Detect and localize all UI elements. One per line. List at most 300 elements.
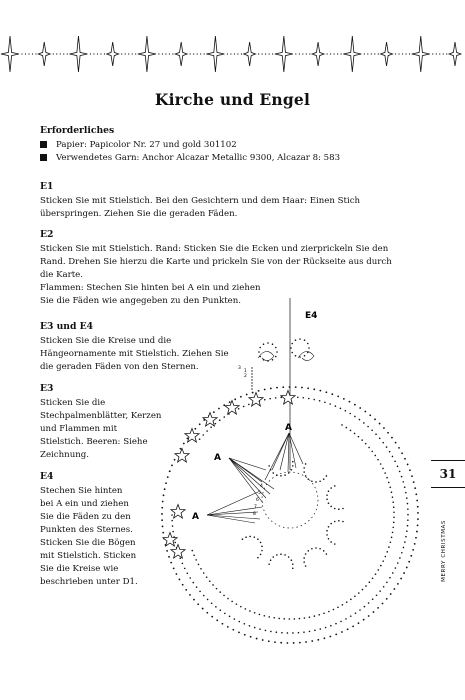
pricking-dot bbox=[215, 606, 217, 608]
pricking-dot bbox=[284, 554, 286, 556]
five-point-star-icon bbox=[171, 545, 185, 559]
pricking-dot bbox=[199, 591, 201, 593]
pricking-dot bbox=[301, 387, 303, 389]
pricking-dot bbox=[236, 603, 238, 605]
pricking-dot bbox=[305, 565, 307, 567]
pricking-dot bbox=[328, 611, 330, 613]
pricking-dot bbox=[398, 447, 400, 449]
pricking-dot bbox=[399, 471, 401, 473]
pricking-dot bbox=[314, 630, 316, 632]
pricking-dot bbox=[333, 609, 335, 611]
pricking-dot bbox=[303, 557, 305, 559]
pricking-dot bbox=[334, 485, 336, 487]
pricking-dot bbox=[326, 553, 328, 555]
pricking-dot bbox=[206, 612, 208, 614]
pricking-dot bbox=[402, 481, 404, 483]
pricking-dot bbox=[386, 582, 388, 584]
pricking-dot bbox=[254, 612, 256, 614]
pricking-dot bbox=[189, 594, 191, 596]
pricking-dot bbox=[293, 642, 295, 644]
pricking-dot bbox=[303, 471, 305, 473]
pricking-dot bbox=[329, 636, 331, 638]
pricking-dot bbox=[168, 556, 170, 558]
pricking-dot bbox=[165, 482, 167, 484]
pricking-dot bbox=[414, 487, 416, 489]
pricking-dot bbox=[299, 338, 301, 340]
pricking-dot bbox=[355, 612, 357, 614]
pricking-dot bbox=[166, 550, 168, 552]
pricking-dot bbox=[411, 475, 413, 477]
pricking-dot bbox=[361, 439, 363, 441]
pricking-dot bbox=[330, 625, 332, 627]
pricking-dot bbox=[392, 501, 394, 503]
pricking-dot bbox=[323, 550, 325, 552]
pricking-dot bbox=[183, 443, 185, 445]
pricking-dot bbox=[284, 474, 286, 476]
pricking-dot bbox=[259, 347, 261, 349]
pricking-dot bbox=[397, 562, 399, 564]
pricking-dot bbox=[341, 424, 343, 426]
stitch-number: 2 bbox=[244, 374, 247, 379]
pricking-dot bbox=[417, 524, 419, 526]
pricking-dot bbox=[368, 602, 370, 604]
pricking-dot bbox=[347, 628, 349, 630]
pricking-dot bbox=[229, 616, 231, 618]
pricking-dot bbox=[315, 481, 317, 483]
section-text-line: Sticken Sie die Bögen bbox=[40, 538, 136, 548]
pricking-dot bbox=[303, 467, 305, 469]
pricking-dot bbox=[224, 613, 226, 615]
pricking-dot bbox=[407, 514, 409, 516]
pricking-dot bbox=[408, 561, 410, 563]
pricking-dot bbox=[162, 501, 164, 503]
pricking-dot bbox=[264, 615, 266, 617]
pricking-dot bbox=[281, 632, 283, 634]
pricking-dot bbox=[365, 443, 367, 445]
five-point-star-icon bbox=[185, 429, 199, 443]
stitch-number: 8 bbox=[253, 512, 256, 517]
point-label-a: A bbox=[214, 453, 221, 463]
pricking-dot bbox=[331, 393, 333, 395]
pricking-dot bbox=[305, 475, 307, 477]
pricking-dot bbox=[340, 621, 342, 623]
section-text-line: beschrieben unter D1. bbox=[40, 577, 138, 587]
pricking-dot bbox=[308, 347, 310, 349]
requirements-item: Verwendetes Garn: Anchor Alcazar Metallic 9300, Alcazar 8: 583 bbox=[40, 152, 340, 165]
five-point-star-icon bbox=[249, 393, 263, 407]
pricking-dot bbox=[223, 416, 225, 418]
pricking-dot bbox=[251, 388, 252, 389]
pricking-dot bbox=[328, 490, 330, 492]
pricking-dot bbox=[358, 436, 360, 438]
stitch-numbers bbox=[238, 365, 263, 517]
pricking-dot bbox=[338, 508, 340, 510]
pricking-dot bbox=[346, 427, 348, 429]
pricking-dot bbox=[243, 406, 245, 408]
section-text-line: Sticken Sie mit Stielstich. Bei den Gesichtern und dem Haar: Einen Stich bbox=[40, 196, 361, 206]
pricking-dot bbox=[379, 438, 381, 440]
pricking-dot bbox=[342, 604, 344, 606]
pricking-dot bbox=[261, 546, 263, 548]
section-heading: E4 bbox=[40, 471, 54, 482]
pricking-dot bbox=[251, 379, 252, 380]
pricking-dot bbox=[328, 538, 330, 540]
pricking-dot bbox=[258, 351, 260, 353]
pricking-dot bbox=[330, 541, 332, 543]
pricking-dot bbox=[289, 618, 291, 620]
pricking-dot bbox=[326, 534, 328, 536]
section-text-line: Sie die Fäden wie angegeben zu den Punkten. bbox=[40, 296, 241, 306]
section-text-line: Zeichnung. bbox=[40, 450, 89, 460]
pricking-dot bbox=[280, 553, 282, 555]
pricking-dot bbox=[244, 623, 246, 625]
pricking-dot bbox=[278, 618, 280, 620]
pricking-dot bbox=[334, 508, 336, 510]
pricking-dot bbox=[170, 562, 172, 564]
pricking-dot bbox=[376, 594, 378, 596]
pricking-dot bbox=[328, 502, 330, 504]
pricking-dot bbox=[283, 618, 285, 620]
pricking-dot bbox=[388, 482, 390, 484]
pricking-dot bbox=[171, 520, 173, 522]
pricking-dot bbox=[251, 376, 252, 377]
pricking-dot bbox=[179, 579, 181, 581]
pricking-dot bbox=[399, 557, 401, 559]
pricking-dot bbox=[196, 586, 198, 588]
section-text-line: Stechpalmenblätter, Kerzen bbox=[40, 411, 162, 421]
pricking-dot bbox=[308, 398, 310, 400]
page-title: Kirche und Engel bbox=[154, 90, 311, 109]
pricking-dot bbox=[272, 472, 274, 474]
pricking-dot bbox=[211, 616, 213, 618]
pricking-dot bbox=[386, 446, 388, 448]
section-heading: E2 bbox=[40, 229, 54, 240]
pricking-dot bbox=[315, 547, 317, 549]
pricking-dot bbox=[216, 619, 218, 621]
pricking-dot bbox=[335, 405, 337, 407]
pricking-dot bbox=[216, 588, 218, 590]
pricking-dot bbox=[302, 397, 304, 399]
pricking-dot bbox=[309, 616, 311, 618]
pricking-dot bbox=[374, 418, 376, 420]
five-point-star-icon bbox=[171, 505, 185, 519]
pricking-dot bbox=[222, 623, 224, 625]
pricking-dot bbox=[275, 347, 277, 349]
pricking-dot bbox=[407, 503, 409, 505]
pricking-dot bbox=[303, 631, 305, 633]
pricking-dot bbox=[250, 636, 252, 638]
pricking-dot bbox=[365, 585, 367, 587]
pricking-dot bbox=[195, 559, 197, 561]
pricking-dot bbox=[238, 621, 240, 623]
pricking-dot bbox=[268, 465, 270, 467]
pricking-dot bbox=[394, 461, 396, 463]
pricking-dot bbox=[294, 618, 296, 620]
pricking-dot bbox=[184, 568, 186, 570]
pricking-dot bbox=[326, 475, 328, 477]
pricking-dot bbox=[364, 606, 366, 608]
pricking-dot bbox=[307, 343, 309, 345]
pricking-dot bbox=[335, 633, 337, 635]
pricking-dot bbox=[298, 632, 300, 634]
section-text-line: bei A ein und ziehen bbox=[40, 499, 129, 509]
pricking-dot bbox=[305, 553, 307, 555]
pricking-dot bbox=[368, 447, 370, 449]
pricking-dot bbox=[406, 567, 408, 569]
pricking-dot bbox=[354, 404, 356, 406]
pricking-dot bbox=[358, 592, 360, 594]
pricking-dot bbox=[372, 598, 374, 600]
pricking-dot bbox=[259, 614, 261, 616]
pricking-dot bbox=[313, 399, 315, 401]
pricking-dot bbox=[382, 603, 384, 605]
pricking-dot bbox=[275, 356, 277, 358]
pricking-dot bbox=[249, 610, 251, 612]
pricking-dot bbox=[223, 595, 225, 597]
pricking-dot bbox=[401, 552, 403, 554]
pricking-dot bbox=[240, 606, 242, 608]
pricking-dot bbox=[323, 478, 325, 480]
pricking-dot bbox=[393, 511, 395, 513]
pricking-dot bbox=[386, 477, 388, 479]
section-text-line: Sie die Fäden zu den bbox=[40, 512, 131, 522]
pricking-dot bbox=[189, 577, 191, 579]
pricking-dot bbox=[292, 563, 294, 565]
pricking-dot bbox=[325, 627, 327, 629]
pricking-dot bbox=[342, 521, 344, 523]
section-text-line: Stechen Sie hinten bbox=[40, 486, 123, 496]
section-text-line: Flammen: Stechen Sie hinten bei A ein und ziehen bbox=[40, 283, 261, 293]
pricking-dot bbox=[295, 386, 297, 388]
pricking-dot bbox=[311, 480, 313, 482]
pricking-dot bbox=[276, 631, 278, 633]
pricking-dot bbox=[173, 567, 175, 569]
pricking-dot bbox=[309, 631, 311, 633]
pricking-dot bbox=[304, 617, 306, 619]
pricking-dot bbox=[249, 625, 251, 627]
pricking-dot bbox=[350, 615, 352, 617]
pricking-dot bbox=[345, 410, 347, 412]
section-text-line: Stielstich. Beeren: Siehe bbox=[40, 437, 148, 447]
pricking-dot bbox=[268, 563, 270, 565]
pricking-dot bbox=[229, 401, 231, 403]
point-label-a: A bbox=[192, 512, 199, 522]
pricking-dot bbox=[299, 618, 301, 620]
section-text-line: Punkten des Sternes. bbox=[40, 525, 133, 535]
pricking-dot bbox=[185, 589, 187, 591]
pricking-dot bbox=[364, 411, 366, 413]
pricking-dot bbox=[379, 590, 381, 592]
pricking-dot bbox=[311, 548, 313, 550]
pricking-dot bbox=[343, 398, 345, 400]
pricking-dot bbox=[219, 419, 221, 421]
pricking-dot bbox=[349, 413, 351, 415]
pricking-dot bbox=[318, 614, 320, 616]
pricking-dot bbox=[203, 572, 205, 574]
pricking-dot bbox=[202, 608, 204, 610]
pricking-dot bbox=[206, 576, 208, 578]
pricking-dot bbox=[307, 478, 309, 480]
pricking-dot bbox=[215, 423, 217, 425]
pricking-dot bbox=[262, 639, 264, 641]
pricking-dot bbox=[174, 542, 176, 544]
pricking-dot bbox=[342, 508, 344, 510]
pricking-dot bbox=[392, 527, 394, 529]
requirements-item: Papier: Papicolor Nr. 27 und gold 301102 bbox=[40, 139, 340, 152]
page-number: 31 bbox=[431, 460, 465, 488]
pricking-dot bbox=[192, 582, 194, 584]
five-point-star-icon bbox=[175, 449, 189, 463]
pricking-dot bbox=[412, 549, 414, 551]
pricking-dot bbox=[260, 554, 262, 556]
pricking-dot bbox=[317, 639, 319, 641]
pricking-dot bbox=[405, 536, 407, 538]
pricking-dot bbox=[387, 432, 389, 434]
pricking-dot bbox=[238, 408, 240, 410]
pricking-dot bbox=[162, 526, 164, 528]
pricking-dot bbox=[391, 537, 393, 539]
pricking-dot bbox=[407, 508, 409, 510]
pricking-dot bbox=[167, 476, 169, 478]
pricking-dot bbox=[164, 488, 166, 490]
stitch-number: 3 bbox=[238, 366, 241, 371]
pricking-dot bbox=[291, 469, 293, 471]
pricking-dot bbox=[414, 543, 416, 545]
pricking-dot bbox=[257, 538, 259, 540]
pricking-dot bbox=[417, 518, 419, 520]
pricking-dot bbox=[415, 537, 417, 539]
pricking-dot bbox=[389, 451, 391, 453]
pricking-dot bbox=[172, 525, 174, 527]
pricking-dot bbox=[393, 522, 395, 524]
pricking-dot bbox=[307, 387, 309, 389]
pricking-dot bbox=[268, 640, 270, 642]
pricking-dot bbox=[263, 343, 265, 345]
pricking-dot bbox=[416, 531, 418, 533]
pricking-dot bbox=[182, 584, 184, 586]
pricking-dot bbox=[246, 394, 248, 396]
pricking-dot bbox=[289, 386, 291, 388]
pricking-dot bbox=[295, 339, 297, 341]
pricking-dot bbox=[291, 343, 293, 345]
pricking-dot bbox=[180, 448, 182, 450]
section-text-line: Rand. Drehen Sie hierzu die Karte und prickeln Sie von der Rückseite aus durch bbox=[40, 257, 392, 267]
pricking-dot bbox=[200, 568, 202, 570]
pricking-dot bbox=[403, 547, 405, 549]
pricking-dot bbox=[382, 442, 384, 444]
pricking-dot bbox=[304, 355, 306, 357]
inner-circle-dots bbox=[262, 472, 318, 528]
section-text-line: Sticken Sie die Kreise und die bbox=[40, 336, 172, 346]
pricking-dot bbox=[394, 588, 396, 590]
figure-label-e4: E4 bbox=[305, 311, 318, 321]
section-heading: E3 und E4 bbox=[40, 321, 93, 332]
pricking-dot bbox=[272, 343, 274, 345]
pricking-dot bbox=[330, 506, 332, 508]
pricking-dot bbox=[392, 456, 394, 458]
pricking-dot bbox=[288, 556, 290, 558]
pricking-dot bbox=[319, 400, 321, 402]
pricking-dot bbox=[199, 423, 201, 425]
pricking-dot bbox=[377, 569, 379, 571]
pricking-dot bbox=[161, 519, 163, 521]
pricking-dot bbox=[415, 493, 417, 495]
stitch-number: 7 bbox=[254, 505, 257, 510]
point-label-a: A bbox=[285, 423, 292, 433]
pricking-dot bbox=[319, 480, 321, 482]
pricking-dot bbox=[251, 373, 252, 374]
five-point-star-icon bbox=[163, 533, 177, 547]
pricking-dot bbox=[392, 532, 394, 534]
pricking-dot bbox=[193, 554, 195, 556]
pricking-dot bbox=[238, 631, 240, 633]
pricking-dot bbox=[390, 593, 392, 595]
pricking-dot bbox=[389, 487, 391, 489]
section-text-line: überspringen. Ziehen Sie die geraden Fäden. bbox=[40, 209, 238, 219]
pricking-dot bbox=[401, 476, 403, 478]
pricking-dot bbox=[397, 583, 399, 585]
pricking-dot bbox=[212, 584, 214, 586]
pricking-dot bbox=[406, 530, 408, 532]
pricking-dot bbox=[182, 563, 184, 565]
pricking-dot bbox=[319, 628, 321, 630]
pricking-dot bbox=[172, 531, 174, 533]
pricking-dot bbox=[272, 359, 274, 361]
pricking-dot bbox=[203, 595, 205, 597]
pricking-dot bbox=[358, 622, 360, 624]
pricking-dot bbox=[251, 367, 252, 368]
pricking-dot bbox=[345, 618, 347, 620]
pricking-dot bbox=[388, 546, 390, 548]
pricking-dot bbox=[407, 525, 409, 527]
pricking-dot bbox=[403, 572, 405, 574]
pricking-dot bbox=[405, 492, 407, 494]
pricking-dot bbox=[187, 572, 189, 574]
pricking-dot bbox=[323, 637, 325, 639]
pricking-dot bbox=[288, 472, 290, 474]
pricking-dot bbox=[292, 567, 294, 569]
pricking-dot bbox=[362, 589, 364, 591]
pricking-dot bbox=[260, 542, 262, 544]
pricking-dot bbox=[287, 642, 289, 644]
pricking-dot bbox=[319, 390, 321, 392]
pricking-dot bbox=[265, 630, 267, 632]
pricking-dot bbox=[272, 556, 274, 558]
pricking-dot bbox=[162, 532, 164, 534]
pricking-dot bbox=[334, 521, 336, 523]
pricking-dot bbox=[341, 631, 343, 633]
hanging-ornament-curls bbox=[258, 351, 314, 360]
pricking-dot bbox=[383, 427, 385, 429]
pricking-dot bbox=[257, 557, 259, 559]
section-text-line: und Flammen mit bbox=[40, 424, 118, 434]
pricking-dot bbox=[311, 640, 313, 642]
pricking-dot bbox=[324, 401, 326, 403]
pricking-dot bbox=[169, 470, 171, 472]
section-text-line: Sie die Kreise wie bbox=[40, 564, 119, 574]
pricking-dot bbox=[240, 396, 242, 398]
pricking-dot bbox=[264, 389, 266, 391]
pricking-dot bbox=[290, 347, 292, 349]
pricking-dot bbox=[380, 565, 382, 567]
pricking-dot bbox=[329, 403, 331, 405]
pricking-dot bbox=[416, 500, 418, 502]
pricking-dot bbox=[391, 491, 393, 493]
pricking-dot bbox=[340, 408, 342, 410]
pricking-dot bbox=[383, 586, 385, 588]
pricking-dot bbox=[231, 601, 233, 603]
pricking-dot bbox=[163, 494, 165, 496]
